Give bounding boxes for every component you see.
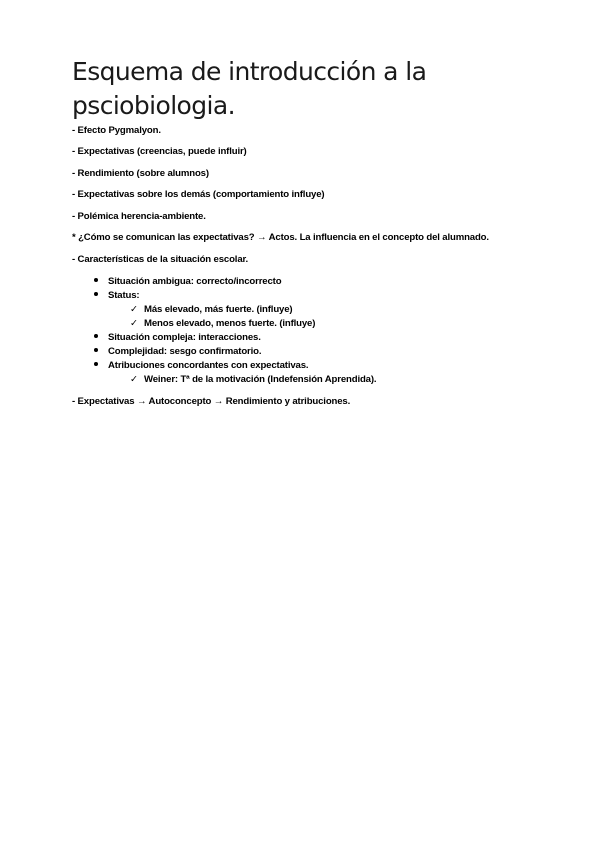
line-expectativas-autoconcepto: - Expectativas → Autoconcepto → Rendimiento y atribuciones. [72, 396, 351, 407]
list-item [94, 360, 308, 372]
bullet-dot-icon [94, 278, 98, 282]
checkmark-icon: ✓ [130, 374, 138, 385]
checkmark-icon: ✓ [130, 318, 138, 329]
line-como-se-comunican: * ¿Cómo se comunican las expectativas? → Actos. La influencia en el concepto del alumnado. [72, 232, 489, 243]
check-item [130, 318, 315, 330]
document-title: Esquema de introducción a la psciobiologia. [72, 57, 427, 120]
list-item-label: Situación ambigua: correcto/incorrecto [108, 276, 282, 287]
line-efecto-pygmalyon: - Efecto Pygmalyon. [72, 125, 161, 136]
check-item [130, 304, 292, 316]
list-item-label: Status: [108, 290, 140, 301]
bullet-dot-icon [94, 362, 98, 366]
check-item-label: Más elevado, más fuerte. (influye) [144, 304, 293, 315]
line-polemica: - Polémica herencia-ambiente. [72, 211, 206, 222]
list-item [94, 346, 261, 358]
check-item-label: Menos elevado, menos fuerte. (influye) [144, 318, 316, 329]
list-item [94, 276, 281, 288]
line-caracteristicas: - Características de la situación escolar. [72, 254, 249, 265]
list-item-label: Situación compleja: interacciones. [108, 332, 261, 343]
line-expectativas-demas: - Expectativas sobre los demás (comportamiento influye) [72, 189, 325, 200]
check-item [130, 374, 376, 386]
check-item-label: Weiner: Tª de la motivación (Indefensión Aprendida). [144, 374, 377, 385]
line-rendimiento: - Rendimiento (sobre alumnos) [72, 168, 209, 179]
list-item [94, 332, 261, 344]
line-expectativas: - Expectativas (creencias, puede influir) [72, 146, 247, 157]
list-item-label: Complejidad: sesgo confirmatorio. [108, 346, 262, 357]
bullet-dot-icon [94, 334, 98, 338]
checkmark-icon: ✓ [130, 304, 138, 315]
list-item-label: Atribuciones concordantes con expectativas. [108, 360, 309, 371]
bullet-dot-icon [94, 348, 98, 352]
bullet-dot-icon [94, 292, 98, 296]
list-item [94, 290, 139, 302]
